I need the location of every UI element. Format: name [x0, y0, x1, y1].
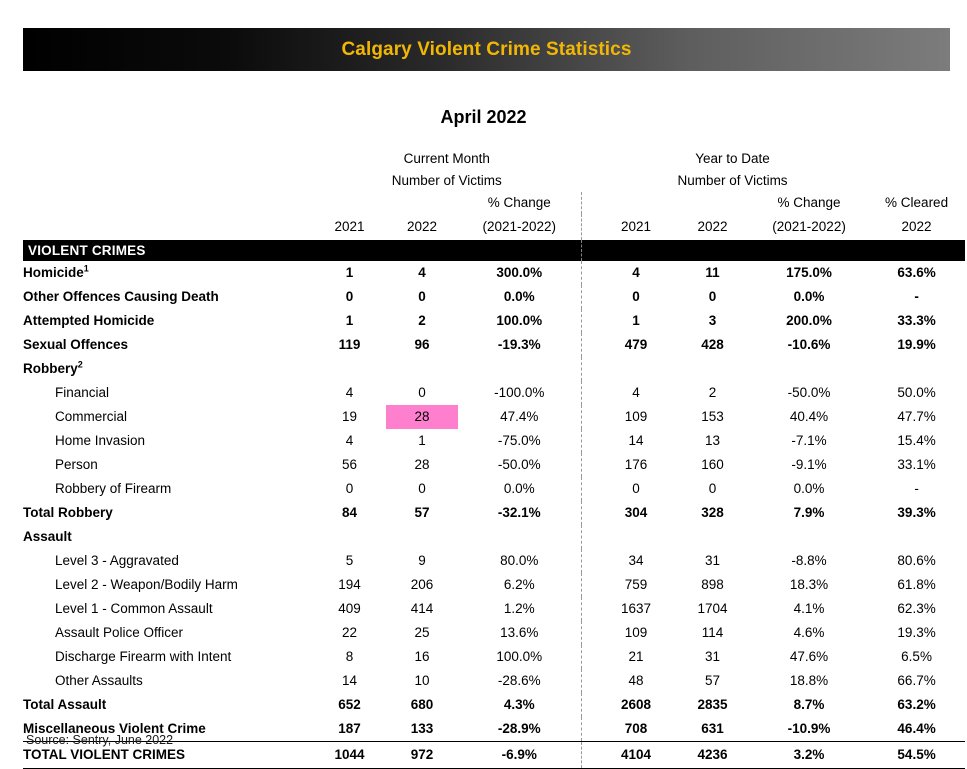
- source-note: Source: Sentry, June 2022: [26, 733, 174, 747]
- cell-cm-2021: 194: [338, 577, 361, 592]
- cell-cm-2021: 187: [338, 721, 361, 736]
- row-label-text: Miscellaneous Violent Crime: [23, 721, 206, 736]
- cell-pct-cleared: -: [914, 289, 919, 304]
- cell-pct-cleared: 15.4%: [897, 433, 936, 448]
- header-cm-pct-change-top: % Change: [487, 195, 551, 210]
- cell-ytd-2022: [675, 525, 750, 549]
- cell-pct-cleared: 62.3%: [897, 601, 936, 616]
- table-row: [23, 669, 965, 693]
- cell-ytd-2021: 1637: [621, 601, 652, 616]
- cell-ytd-2022: 1704: [697, 601, 728, 616]
- row-label-text: Total Robbery: [23, 505, 113, 520]
- section-gap: [581, 240, 597, 261]
- cell-ytd-2021: [597, 525, 675, 549]
- header-blank-7: [386, 192, 458, 214]
- row-label: [23, 453, 313, 477]
- table-row: [23, 453, 965, 477]
- row-label: [23, 285, 313, 309]
- cell-cm-2022: 10: [414, 673, 430, 688]
- cell-cm-pct-change: 0.0%: [503, 481, 535, 496]
- cell-ytd-pct-change: 0.0%: [793, 289, 825, 304]
- cell-pct-cleared: 63.2%: [897, 697, 936, 712]
- header-cm-pct-change-bottom: (2021-2022): [482, 219, 557, 234]
- header-blank-4: [868, 170, 965, 192]
- section-fill-2: [386, 240, 458, 261]
- cell-ytd-2021: 708: [624, 721, 648, 736]
- cell-ytd-pct-change: -10.6%: [787, 337, 831, 352]
- section-header-row: [23, 240, 965, 261]
- cell-ytd-2021: 21: [628, 649, 644, 664]
- table-row: [23, 549, 965, 573]
- cell-ytd-2021: 109: [624, 409, 648, 424]
- cell-cm-2022: 2: [418, 313, 426, 328]
- section-fill-7: [868, 240, 965, 261]
- footnote-marker: 2: [77, 359, 83, 370]
- cell-ytd-pct-change: 0.0%: [793, 481, 825, 496]
- cell-cm-2022: 133: [410, 721, 434, 736]
- table-row: [23, 573, 965, 597]
- cell-cm-pct-change: -100.0%: [494, 385, 545, 400]
- cell-ytd-2022: 631: [701, 721, 724, 736]
- cell-ytd-pct-change: -7.1%: [791, 433, 827, 448]
- cell-ytd-2022: 0: [708, 289, 717, 304]
- highlighted-value: 28: [386, 405, 458, 429]
- cell-cm-pct-change: -75.0%: [497, 433, 541, 448]
- row-label-text: Other Assaults: [55, 673, 143, 688]
- cell-cm-2022: 16: [414, 649, 430, 664]
- cell-cm-pct-change: 80.0%: [500, 553, 539, 568]
- header-blank-8: [597, 192, 675, 214]
- header-blank-2: [868, 148, 965, 170]
- header-cm-2022: 2022: [406, 219, 438, 234]
- header-blank-10: [23, 214, 313, 240]
- cell-ytd-2022: 3: [708, 313, 717, 328]
- section-fill-4: [597, 240, 675, 261]
- column-divider: [581, 717, 597, 742]
- section-fill-1: [313, 240, 386, 261]
- row-label-text: Attempted Homicide: [23, 313, 155, 328]
- header-gap-1: [581, 148, 597, 170]
- row-label: [23, 525, 313, 549]
- header-blank-1: [23, 148, 313, 170]
- row-label-text: Home Invasion: [55, 433, 146, 448]
- row-label: [23, 405, 313, 429]
- cell-pct-cleared: 61.8%: [897, 577, 936, 592]
- cell-cm-pct-change: [458, 525, 581, 549]
- cell-cm-2022: 0: [418, 385, 426, 400]
- row-label: [23, 477, 313, 501]
- cell-ytd-2021: 4: [632, 265, 640, 280]
- header-gap-3: [581, 192, 597, 214]
- header-group-row: [23, 148, 965, 170]
- header-change-label-row: [23, 192, 965, 214]
- cell-pct-cleared: 39.3%: [897, 505, 936, 520]
- row-label: [23, 309, 313, 333]
- header-gap-2: [581, 170, 597, 192]
- table-row: [23, 477, 965, 501]
- column-divider: [581, 429, 597, 453]
- cell-cm-2021: [313, 357, 386, 381]
- cell-ytd-pct-change: 18.8%: [789, 673, 829, 688]
- row-label: [23, 429, 313, 453]
- column-divider: [581, 501, 597, 525]
- cell-pct-cleared: 19.9%: [897, 337, 936, 352]
- cell-pct-cleared: 6.5%: [901, 649, 932, 664]
- cell-ytd-pct-change: 18.3%: [789, 577, 829, 592]
- cell-ytd-2021: 759: [624, 577, 648, 592]
- section-fill-3: [458, 240, 581, 261]
- column-divider: [581, 285, 597, 309]
- cell-cm-2021: [313, 525, 386, 549]
- header-pct-cleared-bottom: 2022: [901, 219, 932, 234]
- row-label-text: Person: [55, 457, 98, 472]
- cell-ytd-2021: 1: [632, 313, 640, 328]
- table-row: [23, 333, 965, 357]
- row-label-text: Other Offences Causing Death: [23, 289, 219, 304]
- header-ytd-2022: 2022: [697, 219, 728, 234]
- cell-cm-2021: 0: [345, 481, 354, 496]
- cell-ytd-pct-change: [750, 525, 868, 549]
- cell-ytd-pct-change: -8.8%: [791, 553, 827, 568]
- cell-ytd-pct-change: 175.0%: [786, 265, 832, 280]
- section-fill-6: [750, 240, 868, 261]
- statistics-sheet: [23, 148, 949, 769]
- cell-cm-pct-change: 1.2%: [503, 601, 535, 616]
- cell-ytd-pct-change: 3.2%: [750, 742, 868, 769]
- cell-cm-2021: 4: [345, 433, 354, 448]
- column-divider: [581, 309, 597, 333]
- table-row: [23, 645, 965, 669]
- cell-ytd-2021: 304: [624, 505, 648, 520]
- header-ytd-pct-change-top: % Change: [777, 195, 841, 210]
- row-label: [23, 573, 313, 597]
- cell-pct-cleared: 33.3%: [897, 313, 936, 328]
- cell-cm-2022: 972: [386, 742, 458, 769]
- header-ytd-pct-change-bottom: (2021-2022): [772, 219, 846, 234]
- header-ytd-group: Year to Date: [695, 151, 770, 166]
- cell-cm-2021: 4: [345, 385, 354, 400]
- cell-cm-pct-change: 13.6%: [500, 625, 539, 640]
- row-label: [23, 333, 313, 357]
- cell-cm-2021: 22: [341, 625, 358, 640]
- cell-ytd-2021: 479: [624, 337, 648, 352]
- cell-ytd-2022: 31: [705, 553, 721, 568]
- row-label: [23, 261, 313, 285]
- violent-crime-table: [23, 148, 965, 769]
- cell-ytd-2022: 57: [705, 673, 721, 688]
- footnote-marker: 1: [83, 263, 89, 274]
- cell-ytd-2022: 114: [701, 625, 724, 640]
- column-divider: [581, 261, 597, 285]
- cell-cm-2021: 14: [341, 673, 358, 688]
- column-divider: [581, 742, 597, 769]
- cell-cm-pct-change: 4.3%: [503, 697, 535, 712]
- cell-ytd-2022: 898: [701, 577, 724, 592]
- row-label-text: Robbery of Firearm: [55, 481, 172, 496]
- cell-cm-pct-change: -6.9%: [458, 742, 581, 769]
- cell-cm-2022: 4: [418, 265, 426, 280]
- table-row: [23, 381, 965, 405]
- cell-ytd-2021: 14: [628, 433, 644, 448]
- cell-ytd-2021: 2608: [621, 697, 652, 712]
- cell-ytd-pct-change: 4.6%: [793, 625, 825, 640]
- cell-cm-2022: 1: [418, 433, 426, 448]
- header-pct-cleared-top: % Cleared: [885, 195, 949, 210]
- cell-cm-pct-change: 0.0%: [503, 289, 535, 304]
- cell-cm-2021: 5: [345, 553, 354, 568]
- row-label: [23, 621, 313, 645]
- row-label-text: Sexual Offences: [23, 337, 129, 352]
- header-blank-6: [313, 192, 386, 214]
- header-current-month-sub: Number of Victims: [391, 173, 502, 188]
- cell-cm-2022: 28: [414, 457, 430, 472]
- row-label-text: Robbery: [23, 361, 78, 376]
- cell-pct-cleared: 46.4%: [897, 721, 936, 736]
- cell-cm-2022: 57: [414, 505, 430, 520]
- cell-cm-pct-change: 100.0%: [496, 313, 543, 328]
- row-label: [23, 501, 313, 525]
- cell-cm-2022: 9: [418, 553, 426, 568]
- cell-pct-cleared: 66.7%: [897, 673, 936, 688]
- cell-pct-cleared: 54.5%: [868, 742, 965, 769]
- cell-ytd-2022: 4236: [675, 742, 750, 769]
- header-ytd-2021: 2021: [621, 219, 652, 234]
- column-divider: [581, 381, 597, 405]
- cell-pct-cleared: 47.7%: [897, 409, 936, 424]
- cell-cm-2022: 680: [410, 697, 434, 712]
- column-divider: [581, 357, 597, 381]
- table-row: [23, 621, 965, 645]
- header-cm-2021: 2021: [334, 219, 365, 234]
- cell-ytd-2021: 48: [628, 673, 644, 688]
- row-label: [23, 381, 313, 405]
- table-row: [23, 429, 965, 453]
- cell-ytd-2022: 428: [701, 337, 724, 352]
- title-banner: [23, 28, 950, 71]
- column-divider: [581, 597, 597, 621]
- row-label-text: TOTAL VIOLENT CRIMES: [23, 747, 186, 762]
- header-blank-3: [23, 170, 313, 192]
- row-label: [23, 669, 313, 693]
- cell-cm-2021: 652: [338, 697, 361, 712]
- cell-ytd-pct-change: 40.4%: [789, 409, 829, 424]
- column-divider: [581, 525, 597, 549]
- cell-cm-2021: 1044: [313, 742, 386, 769]
- column-divider: [581, 333, 597, 357]
- header-current-month-group: Current Month: [403, 151, 490, 166]
- cell-ytd-pct-change: 7.9%: [793, 505, 825, 520]
- cell-cm-2022: 0: [418, 481, 426, 496]
- cell-ytd-2022: [675, 357, 750, 381]
- cell-ytd-2021: 0: [632, 481, 640, 496]
- cell-cm-pct-change: -28.9%: [497, 721, 541, 736]
- cell-ytd-pct-change: 200.0%: [786, 313, 832, 328]
- table-row: [23, 597, 965, 621]
- cell-ytd-2022: 160: [701, 457, 724, 472]
- cell-ytd-2022: 13: [705, 433, 721, 448]
- header-blank-9: [675, 192, 750, 214]
- cell-cm-2021: 0: [345, 289, 354, 304]
- cell-ytd-2022: 11: [705, 265, 720, 280]
- cell-cm-2021: 84: [341, 505, 358, 520]
- cell-ytd-2022: 328: [701, 505, 724, 520]
- row-label-text: Commercial: [55, 409, 128, 424]
- cell-pct-cleared: 63.6%: [897, 265, 936, 280]
- table-body: [23, 240, 965, 769]
- row-label: [23, 549, 313, 573]
- row-label-text: Discharge Firearm with Intent: [55, 649, 232, 664]
- cell-cm-2022: 206: [410, 577, 434, 592]
- cell-ytd-pct-change: 8.7%: [793, 697, 825, 712]
- cell-cm-pct-change: -50.0%: [497, 457, 541, 472]
- cell-ytd-2022: 0: [708, 481, 717, 496]
- cell-cm-2022: [386, 357, 458, 381]
- cell-cm-pct-change: [458, 357, 581, 381]
- table-row: [23, 309, 965, 333]
- cell-ytd-pct-change: -10.9%: [787, 721, 831, 736]
- cell-pct-cleared: 50.0%: [897, 385, 936, 400]
- cell-cm-2021: 8: [345, 649, 354, 664]
- cell-cm-2021: 1: [345, 265, 354, 280]
- cell-cm-2022: [386, 405, 458, 429]
- row-label: [23, 357, 313, 381]
- row-label: [23, 645, 313, 669]
- cell-cm-2022: 25: [414, 625, 430, 640]
- row-label-text: Homicide: [23, 265, 84, 280]
- table-row: [23, 285, 965, 309]
- cell-ytd-2022: 31: [705, 649, 721, 664]
- cell-pct-cleared: [868, 357, 965, 381]
- row-label-text: Level 3 - Aggravated: [55, 553, 179, 568]
- banner-title: Calgary Violent Crime Statistics: [341, 38, 632, 60]
- row-label-text: Level 1 - Common Assault: [55, 601, 213, 616]
- header-year-row: [23, 214, 965, 240]
- table-row: [23, 501, 965, 525]
- cell-cm-2021: 119: [338, 337, 361, 352]
- header-gap-4: [581, 214, 597, 240]
- cell-ytd-2021: 109: [624, 625, 648, 640]
- header-subgroup-row: [23, 170, 965, 192]
- cell-pct-cleared: 80.6%: [897, 553, 936, 568]
- column-divider: [581, 621, 597, 645]
- section-title: VIOLENT CRIMES: [23, 240, 313, 261]
- column-divider: [581, 645, 597, 669]
- table-header: [23, 148, 965, 240]
- cell-cm-2022: 96: [414, 337, 430, 352]
- cell-cm-pct-change: 100.0%: [496, 649, 543, 664]
- cell-ytd-2022: 2: [708, 385, 717, 400]
- cell-ytd-pct-change: -9.1%: [791, 457, 827, 472]
- column-divider: [581, 693, 597, 717]
- cell-pct-cleared: 19.3%: [897, 625, 936, 640]
- cell-cm-pct-change: 6.2%: [503, 577, 535, 592]
- section-fill-5: [675, 240, 750, 261]
- cell-ytd-2021: 176: [624, 457, 648, 472]
- table-row: [23, 261, 965, 285]
- cell-pct-cleared: 33.1%: [897, 457, 936, 472]
- table-row: [23, 357, 965, 381]
- row-label-text: Total Assault: [23, 697, 107, 712]
- row-label-text: Level 2 - Weapon/Bodily Harm: [55, 577, 238, 592]
- cell-cm-2022: [386, 525, 458, 549]
- column-divider: [581, 669, 597, 693]
- cell-ytd-2021: 34: [628, 553, 644, 568]
- column-divider: [581, 477, 597, 501]
- cell-ytd-pct-change: [750, 357, 868, 381]
- cell-cm-2021: 19: [341, 409, 358, 424]
- column-divider: [581, 405, 597, 429]
- cell-cm-2022: 414: [410, 601, 434, 616]
- cell-cm-2021: 409: [338, 601, 361, 616]
- cell-ytd-2021: 0: [632, 289, 640, 304]
- cell-ytd-2022: 2835: [697, 697, 728, 712]
- table-row: [23, 693, 965, 717]
- cell-cm-pct-change: -32.1%: [497, 505, 541, 520]
- cell-cm-2022: 0: [418, 289, 426, 304]
- cell-pct-cleared: [868, 525, 965, 549]
- cell-cm-pct-change: 300.0%: [496, 265, 543, 280]
- cell-pct-cleared: -: [914, 481, 919, 496]
- row-label-text: Financial: [55, 385, 110, 400]
- cell-cm-pct-change: -28.6%: [497, 673, 541, 688]
- cell-ytd-2021: 4104: [597, 742, 675, 769]
- row-label: [23, 693, 313, 717]
- cell-ytd-2021: [597, 357, 675, 381]
- header-blank-5: [23, 192, 313, 214]
- cell-ytd-pct-change: -50.0%: [787, 385, 831, 400]
- cell-ytd-pct-change: 47.6%: [789, 649, 829, 664]
- row-label: [23, 597, 313, 621]
- row-label-text: Assault Police Officer: [55, 625, 184, 640]
- report-month-heading: April 2022: [440, 107, 527, 127]
- cell-cm-pct-change: 47.4%: [500, 409, 539, 424]
- header-ytd-sub: Number of Victims: [677, 173, 788, 188]
- row-label-text: Assault: [23, 529, 72, 544]
- cell-cm-2021: 1: [345, 313, 354, 328]
- table-row: [23, 525, 965, 549]
- column-divider: [581, 549, 597, 573]
- cell-cm-pct-change: -19.3%: [497, 337, 541, 352]
- table-row: [23, 405, 965, 429]
- cell-ytd-2022: 153: [701, 409, 724, 424]
- cell-cm-2021: 56: [341, 457, 358, 472]
- column-divider: [581, 453, 597, 477]
- column-divider: [581, 573, 597, 597]
- cell-ytd-pct-change: 4.1%: [793, 601, 825, 616]
- cell-ytd-2021: 4: [632, 385, 640, 400]
